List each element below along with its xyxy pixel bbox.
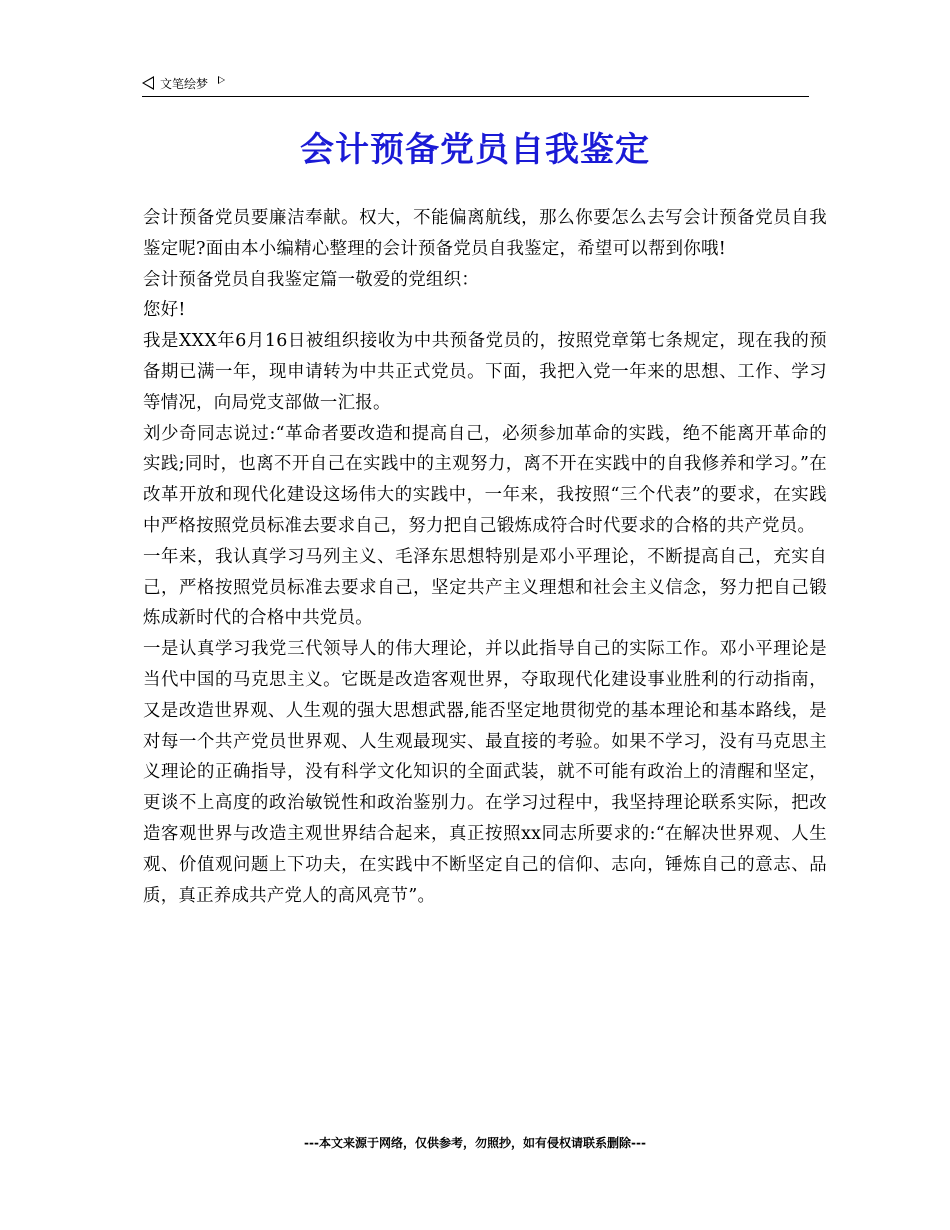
brand-name: 文笔绘梦 — [160, 76, 209, 91]
paragraph-salutation-heading: 会计预备党员自我鉴定篇一敬爱的党组织： — [143, 269, 480, 290]
header-brand — [142, 72, 225, 94]
paragraph-quote: 刘少奇同志说过:“革命者要改造和提高自己，必须参加革命的实践，绝不能离开革命的实践;同时，也离不开自己在实践中的主观努力，离不开在实践中的自我修养和学习。”在改革开放和现代化建设这场伟大的实践中，一年来，我按照“三个代表”的要求，在实践中严格按照党员标准去要求自己，努力把自己锻炼成符合时代要求的合格的共产党员。 — [143, 423, 827, 536]
triangle-right-icon — [218, 76, 225, 84]
page-footer-disclaimer: ---本文来源于网络，仅供参考，勿照抄，如有侵权请联系删除--- — [304, 1136, 646, 1150]
paragraph-theory-study: 一是认真学习我党三代领导人的伟大理论，并以此指导自己的实际工作。邓小平理论是当代中国的马克思主义。它既是改造客观世界，夺取现代化建设事业胜利的行动指南，又是改造世界观、人生观的强大思想武器,能否坚定地贯彻党的基本理论和基本路线，是对每一个共产党员世界观、人生观最现实、最直接的考验。如果不学习，没有马克思主义理论的正确指导，没有科学文化知识的全面武装，就不可能有政治上的清醒和坚定，更谈不上高度的政治敏锐性和政治鉴别力。在学习过程中，我坚持理论联系实际，把改造客观世界与改造主观世界结合起来，真正按照xx同志所要求的:“在解决世界观、人生观、价值观问题上下功夫，在实践中不断坚定自己的信仰、志向，锤炼自己的意志、品质，真正养成共产党人的高风亮节”。 — [143, 639, 827, 906]
document-body — [143, 203, 827, 911]
document-title: 会计预备党员自我鉴定 — [300, 130, 650, 170]
page-header — [142, 72, 809, 97]
paragraph-intro: 会计预备党员要廉洁奉献。权大，不能偏离航线，那么你要怎么去写会计预备党员自我鉴定呢?面由本小编精心整理的会计预备党员自我鉴定，希望可以帮到你哦! — [143, 208, 827, 259]
paragraph-study-summary: 一年来，我认真学习马列主义、毛泽东思想特别是邓小平理论，不断提高自己，充实自己，严格按照党员标准去要求自己，坚定共产主义理想和社会主义信念，努力把自己锻炼成新时代的合格中共党员。 — [143, 546, 827, 629]
paragraph-greeting: 您好! — [143, 300, 186, 321]
paragraph-application: 我是XXX年6月16日被组织接收为中共预备党员的，按照党章第七条规定，现在我的预备期已满一年，现申请转为中共正式党员。下面，我把入党一年来的思想、工作、学习等情况，向局党支部做一汇报。 — [143, 331, 827, 413]
triangle-left-icon — [142, 76, 154, 90]
